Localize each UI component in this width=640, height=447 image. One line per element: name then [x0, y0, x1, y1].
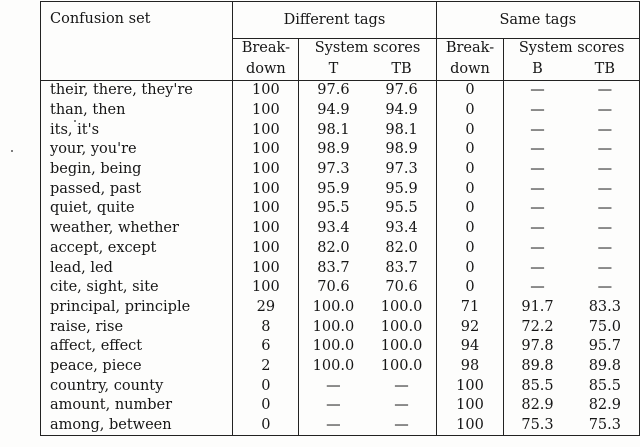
- cell-confusion-set: its, it's: [41, 120, 233, 140]
- header-col-tb: TB: [571, 58, 640, 81]
- cell-diff-tb: 97.3: [367, 160, 436, 180]
- cell-diff-breakdown: 100: [233, 239, 299, 259]
- cell-diff-tb: —: [367, 416, 436, 436]
- cell-same-b: —: [530, 102, 545, 119]
- cell-diff-t: 100.0: [312, 338, 355, 355]
- cell-confusion-set: amount, number: [41, 396, 233, 416]
- table-row: [41, 239, 640, 259]
- header-system-scores: System scores: [299, 39, 436, 59]
- cell-diff-t: 95.5: [317, 200, 350, 217]
- table-row: [41, 357, 640, 377]
- cell-same-b: —: [504, 81, 571, 101]
- cell-same-breakdown: 100: [436, 416, 504, 436]
- cell-same-breakdown: 0: [436, 199, 504, 219]
- cell-diff-breakdown: 8: [233, 317, 299, 337]
- cell-same-tb: —: [571, 199, 640, 219]
- cell-same-tb: —: [571, 258, 640, 278]
- header-col-t: T: [328, 60, 339, 77]
- cell-confusion-set: passed, past: [41, 179, 233, 199]
- cell-confusion-set: peace, piece: [41, 357, 233, 377]
- table-row: [41, 337, 640, 357]
- cell-same-tb: —: [571, 81, 640, 101]
- cell-confusion-set: lead, led: [41, 258, 233, 278]
- cell-same-breakdown: 0: [436, 160, 504, 180]
- cell-diff-breakdown: 0: [233, 416, 299, 436]
- cell-diff-tb: 100.0: [367, 337, 436, 357]
- cell-diff-tb: 70.6: [367, 278, 436, 298]
- table-row: [41, 219, 640, 239]
- cell-same-b: 97.8: [521, 338, 554, 355]
- cell-diff-t: 83.7: [317, 259, 350, 276]
- cell-diff-breakdown: 100: [233, 278, 299, 298]
- table-row: [41, 416, 640, 436]
- cell-same-b: 72.2: [521, 318, 554, 335]
- cell-same-b: —: [530, 259, 545, 276]
- table-row: [41, 179, 640, 199]
- cell-diff-tb: 100.0: [367, 357, 436, 377]
- cell-same-tb: 89.8: [571, 357, 640, 377]
- header-row-groups: [41, 2, 640, 39]
- cell-same-breakdown: 100: [436, 376, 504, 396]
- cell-diff-breakdown: 100: [233, 160, 299, 180]
- cell-diff-breakdown: 100: [233, 219, 299, 239]
- header-confusion-set: Confusion set: [41, 2, 233, 81]
- cell-same-tb: —: [571, 120, 640, 140]
- table-row: [41, 317, 640, 337]
- cell-same-b: —: [530, 141, 545, 158]
- cell-same-tb: —: [571, 179, 640, 199]
- cell-same-tb: 83.3: [571, 298, 640, 318]
- cell-diff-breakdown: 0: [233, 396, 299, 416]
- cell-diff-breakdown: 100: [233, 179, 299, 199]
- cell-diff-tb: 82.0: [367, 239, 436, 259]
- cell-same-tb: —: [571, 140, 640, 160]
- cell-confusion-set: cite, sight, site: [41, 278, 233, 298]
- cell-same-b: —: [530, 121, 545, 138]
- cell-same-b: 82.9: [521, 397, 554, 414]
- header-col-tb: TB: [367, 58, 436, 81]
- cell-same-breakdown: 0: [436, 101, 504, 121]
- cell-diff-t: 100.0: [312, 357, 355, 374]
- cell-same-tb: —: [571, 239, 640, 259]
- cell-confusion-set: your, you're: [41, 140, 233, 160]
- cell-diff-tb: 100.0: [367, 298, 436, 318]
- table-row: [41, 160, 640, 180]
- cell-diff-breakdown: 100: [233, 140, 299, 160]
- cell-diff-tb: 93.4: [367, 219, 436, 239]
- cell-diff-breakdown: 29: [233, 298, 299, 318]
- table-row: [41, 396, 640, 416]
- header-same-tags: Same tags: [436, 2, 639, 39]
- cell-same-breakdown: 98: [436, 357, 504, 377]
- cell-confusion-set: their, there, they're: [41, 81, 233, 101]
- cell-same-breakdown: 0: [436, 81, 504, 101]
- cell-diff-tb: 100.0: [367, 317, 436, 337]
- header-system-scores: System scores: [504, 39, 640, 59]
- cell-same-tb: —: [571, 160, 640, 180]
- cell-diff-breakdown: 2: [233, 357, 299, 377]
- cell-diff-t: —: [326, 397, 341, 414]
- cell-diff-tb: 98.1: [367, 120, 436, 140]
- header-col-b: B: [532, 60, 543, 77]
- cell-diff-breakdown: 0: [233, 376, 299, 396]
- cell-same-b: 85.5: [521, 377, 554, 394]
- cell-confusion-set: principal, principle: [41, 298, 233, 318]
- table-row: [41, 298, 640, 318]
- cell-same-b: 89.8: [521, 357, 554, 374]
- cell-same-tb: 82.9: [571, 396, 640, 416]
- cell-diff-breakdown: 6: [233, 337, 299, 357]
- cell-diff-t: 100.0: [312, 318, 355, 335]
- cell-confusion-set: quiet, quite: [41, 199, 233, 219]
- cell-same-breakdown: 0: [436, 258, 504, 278]
- header-different-tags: Different tags: [233, 2, 436, 39]
- cell-diff-t: 94.9: [317, 102, 350, 119]
- cell-same-b: —: [530, 239, 545, 256]
- cell-same-breakdown: 0: [436, 179, 504, 199]
- results-table: [40, 1, 640, 436]
- cell-diff-t: 98.1: [317, 121, 350, 138]
- header-breakdown-bottom: down: [436, 58, 504, 81]
- cell-same-tb: —: [571, 219, 640, 239]
- cell-same-b: —: [530, 200, 545, 217]
- cell-same-b: 91.7: [521, 298, 554, 315]
- header-breakdown-top: Break-: [436, 39, 504, 59]
- cell-same-b: 75.3: [504, 416, 571, 436]
- cell-diff-t: 70.6: [317, 279, 350, 296]
- cell-same-breakdown: 0: [436, 278, 504, 298]
- table-row: [41, 258, 640, 278]
- cell-diff-tb: 94.9: [367, 101, 436, 121]
- cell-diff-t: —: [299, 416, 368, 436]
- cell-diff-t: —: [326, 377, 341, 394]
- cell-same-b: —: [530, 220, 545, 237]
- table-row: [41, 81, 640, 101]
- cell-confusion-set: weather, whether: [41, 219, 233, 239]
- cell-confusion-set: affect, effect: [41, 337, 233, 357]
- cell-same-tb: 75.0: [571, 317, 640, 337]
- table-row: [41, 101, 640, 121]
- cell-same-tb: —: [571, 101, 640, 121]
- table-row: [41, 376, 640, 396]
- cell-confusion-set: country, county: [41, 376, 233, 396]
- cell-same-breakdown: 71: [436, 298, 504, 318]
- cell-same-tb: 85.5: [571, 376, 640, 396]
- cell-diff-tb: 97.6: [367, 81, 436, 101]
- cell-same-b: —: [530, 279, 545, 296]
- table-row: [41, 140, 640, 160]
- cell-diff-breakdown: 100: [233, 199, 299, 219]
- cell-same-tb: 75.3: [571, 416, 640, 436]
- cell-same-b: —: [530, 180, 545, 197]
- cell-diff-t: 93.4: [317, 220, 350, 237]
- cell-diff-t: 100.0: [312, 298, 355, 315]
- scan-speck: [11, 150, 13, 152]
- cell-confusion-set: begin, being: [41, 160, 233, 180]
- cell-diff-t: 82.0: [317, 239, 350, 256]
- cell-same-tb: —: [571, 278, 640, 298]
- table-row: [41, 120, 640, 140]
- cell-same-tb: 95.7: [571, 337, 640, 357]
- cell-same-breakdown: 100: [436, 396, 504, 416]
- cell-diff-t: 97.6: [299, 81, 368, 101]
- cell-diff-t: 95.9: [317, 180, 350, 197]
- table-row: [41, 278, 640, 298]
- cell-confusion-set: accept, except: [41, 239, 233, 259]
- cell-confusion-set: than, then: [41, 101, 233, 121]
- cell-same-breakdown: 94: [436, 337, 504, 357]
- cell-diff-tb: 83.7: [367, 258, 436, 278]
- table-row: [41, 199, 640, 219]
- cell-diff-breakdown: 100: [233, 120, 299, 140]
- cell-same-breakdown: 0: [436, 239, 504, 259]
- cell-diff-tb: —: [367, 376, 436, 396]
- cell-same-breakdown: 0: [436, 120, 504, 140]
- cell-diff-breakdown: 100: [233, 101, 299, 121]
- header-breakdown-top: Break-: [233, 39, 299, 59]
- cell-diff-breakdown: 100: [233, 258, 299, 278]
- header-breakdown-bottom: down: [233, 58, 299, 81]
- cell-diff-tb: 95.9: [367, 179, 436, 199]
- cell-diff-tb: —: [367, 396, 436, 416]
- cell-confusion-set: raise, rise: [41, 317, 233, 337]
- cell-same-b: —: [530, 161, 545, 178]
- cell-diff-t: 98.9: [317, 141, 350, 158]
- cell-same-breakdown: 0: [436, 140, 504, 160]
- cell-diff-t: 97.3: [317, 161, 350, 178]
- cell-confusion-set: among, between: [41, 416, 233, 436]
- cell-diff-breakdown: 100: [233, 81, 299, 101]
- cell-diff-tb: 95.5: [367, 199, 436, 219]
- cell-diff-tb: 98.9: [367, 140, 436, 160]
- cell-same-breakdown: 0: [436, 219, 504, 239]
- cell-same-breakdown: 92: [436, 317, 504, 337]
